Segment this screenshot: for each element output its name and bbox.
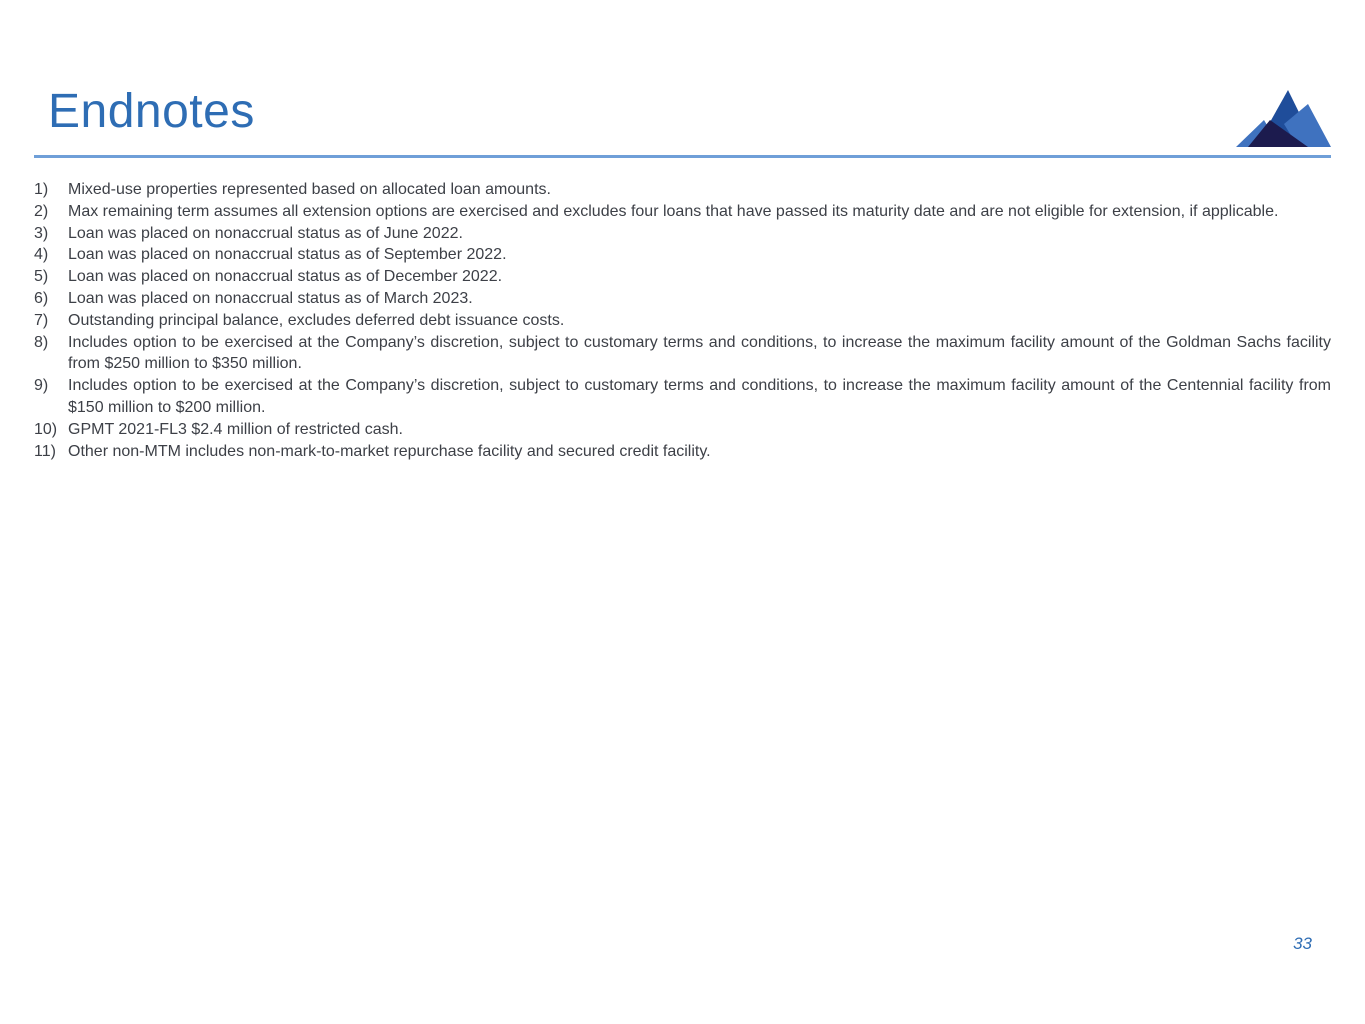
- endnote-item: [34, 179, 1331, 201]
- endnote-item: [34, 332, 1331, 376]
- endnote-item: [34, 419, 1331, 441]
- endnote-item: [34, 288, 1331, 310]
- endnote-text: Other non-MTM includes non-mark-to-market repurchase facility and secured credit facility.: [68, 442, 711, 460]
- endnote-text: Loan was placed on nonaccrual status as of June 2022.: [68, 224, 463, 242]
- endnote-text: Max remaining term assumes all extension options are exercised and excludes four loans that have passed its maturity date and are not eligible for extension, if applicable.: [68, 202, 1279, 220]
- endnote-text: Outstanding principal balance, excludes deferred debt issuance costs.: [68, 311, 565, 329]
- endnote-item: [34, 201, 1331, 223]
- endnote-item: [34, 266, 1331, 288]
- endnote-number: 5): [34, 268, 49, 286]
- endnote-text: Loan was placed on nonaccrual status as of March 2023.: [68, 289, 473, 307]
- header-divider: [34, 155, 1331, 158]
- endnote-number: 3): [34, 224, 49, 242]
- endnote-text: Mixed-use properties represented based on allocated loan amounts.: [68, 181, 551, 198]
- page-number: 33: [1293, 934, 1312, 953]
- page-title: Endnotes: [48, 85, 255, 138]
- endnote-number: 6): [34, 289, 49, 307]
- endnote-number: 2): [34, 202, 49, 220]
- endnote-item: [34, 223, 1331, 245]
- mountain-peaks-logo-icon: [1236, 88, 1332, 148]
- endnotes-list: [34, 179, 1331, 462]
- endnote-text: GPMT 2021-FL3 $2.4 million of restricted cash.: [68, 420, 403, 438]
- endnote-item: [34, 244, 1331, 266]
- endnote-number: 4): [34, 246, 49, 264]
- endnote-number: 9): [34, 377, 49, 395]
- endnote-number: 1): [34, 181, 49, 198]
- endnote-text: Includes option to be exercised at the Company’s discretion, subject to customary terms and conditions, to increase the maximum facility amount of the Centennial facility from $150 million to $200 million.: [68, 377, 1331, 416]
- endnote-text: Loan was placed on nonaccrual status as of September 2022.: [68, 246, 507, 264]
- endnote-item: [34, 310, 1331, 332]
- endnote-item: [34, 375, 1331, 419]
- endnote-number: 8): [34, 333, 49, 351]
- endnote-number: 11): [34, 442, 56, 460]
- endnote-item: [34, 441, 1331, 463]
- endnote-number: 7): [34, 311, 49, 329]
- endnote-text: Loan was placed on nonaccrual status as of December 2022.: [68, 268, 503, 286]
- endnote-text: Includes option to be exercised at the Company’s discretion, subject to customary terms and conditions, to increase the maximum facility amount of the Goldman Sachs facility from $250 million to $350 million.: [68, 333, 1331, 373]
- endnote-number: 10): [34, 420, 58, 438]
